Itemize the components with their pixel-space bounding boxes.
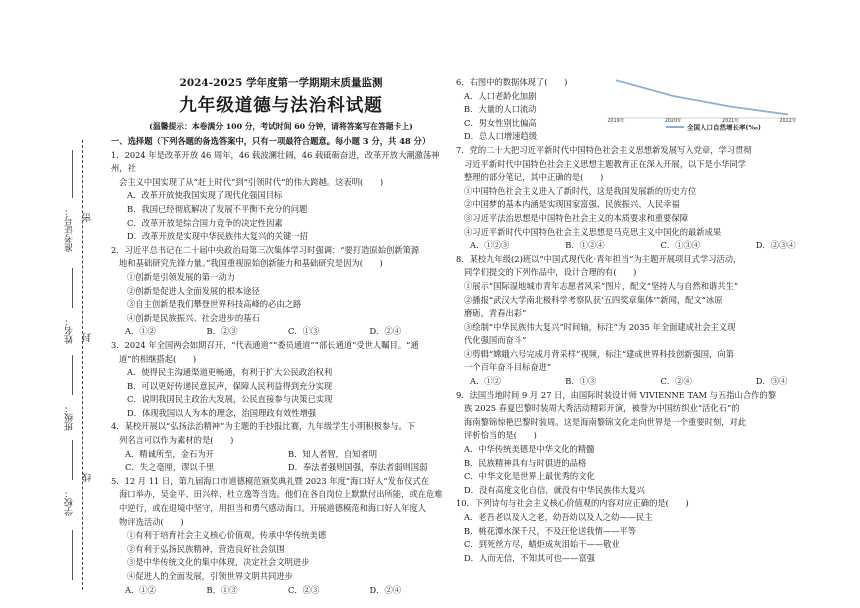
question-line: 道”的相继搭起( ) xyxy=(119,353,197,364)
question-line: ②创新是促进人全面发展的根本途径 xyxy=(127,285,260,296)
question-line: ③是中华传统文化的集中体现，决定社会文明进步 xyxy=(127,557,310,568)
question-line: D．改革开放是实现中华民族伟大复兴的关键一招 xyxy=(127,231,308,242)
question-line: ①有利于培育社会主义核心价值观，传承中华传统美德 xyxy=(127,530,327,541)
question-line: ①展示“国际湿地城市青年志愿者风采”图片，配文“坚持人与自然和谐共生” xyxy=(464,280,739,291)
subject-title: 九年级道德与法治科试题 xyxy=(179,96,383,116)
q8-options xyxy=(456,375,851,389)
q2-option-a: A．①② xyxy=(125,326,156,337)
q7-option-c: C．①③④ xyxy=(660,240,701,251)
question-line: 同学们提交的下列作品中，设计合理的有( ) xyxy=(464,267,637,278)
question-line: B．民族精神具有与时俱进的品格 xyxy=(464,457,587,468)
gutter-mark-mi: 密 xyxy=(84,210,94,225)
question-line: 海口举办，吴金平、田兴梓、杜立逸等当选。他们在各自岗位上默默付出所能，或在危难 xyxy=(119,489,443,500)
question-line: ②中国梦的基本内涵是实现国家富强、民族振兴、人民幸福 xyxy=(464,199,680,210)
exam-notice: (温馨提示：本卷满分 100 分，考试时间 60 分钟，请将答案写在答题卡上) xyxy=(149,122,413,131)
q5-option-c: C．②③ xyxy=(288,584,320,595)
gutter-mark-feng: 封 xyxy=(84,330,94,345)
q4-options-row1 xyxy=(111,448,451,462)
q2-options xyxy=(111,325,451,339)
section-heading: 一、选择题（下列各题的备选答案中，只有一项最符合题意。每小题 3 分，共 48 分） xyxy=(111,136,431,146)
q8-option-a: A．①② xyxy=(470,376,501,387)
question-line: D．人而无信，不知其可也——富强 xyxy=(464,552,596,563)
question-5 xyxy=(111,475,451,584)
q8-option-c: C．②④ xyxy=(660,376,692,387)
question-line: ②播报“武汉大学南北极科学考察队获‘五四奖章集体’”新闻，配文“冰原 xyxy=(464,294,723,305)
question-line: 列名言可以作为素材的是( ) xyxy=(119,435,234,446)
question-line: 会主义中国实现了从“赶上时代”到“引领时代”的伟大跨越。这表明( ) xyxy=(119,176,384,187)
question-line: A．老吾老以及人之老，幼吾幼以及人之幼——民主 xyxy=(464,512,653,522)
question-line: A．中华传统美德是中华文化的精髓 xyxy=(464,444,595,455)
question-line: 3．2024 年全国两会如期召开，“代表通道”“委员通道”“部长通道”受世人瞩目。“通 xyxy=(111,339,419,350)
question-line: 中逆行，或在退境中坚守，用担当和勇气感动海口。开展道德模范和海口好人年度人 xyxy=(119,503,426,514)
gutter-label-class: 班级： xyxy=(66,401,76,434)
question-line: 习近平新时代中国特色社会主义思想主题教育正在深入开展，以下是小华同学 xyxy=(464,158,747,169)
q8-option-d: D．③④ xyxy=(755,376,788,387)
chart-legend-label: 全国人口自然增长率(‰) xyxy=(687,123,761,132)
binding-gutter xyxy=(0,0,100,608)
q2-option-d: D．②④ xyxy=(369,326,402,337)
questions-9-10 xyxy=(456,389,851,566)
gutter-mark-xian: 线 xyxy=(84,470,94,485)
q4-option-c: C．失之毫厘，谬以千里 xyxy=(125,462,215,473)
question-line: ③绘制“中华民族伟大复兴”时间轴，标注“为 2035 年全面建成社会主义现 xyxy=(464,321,736,332)
exam-title: 2024-2025 学年度第一学期期末质量监测 xyxy=(179,77,383,89)
question-line: B．我国已经彻底解决了发展不平衡不充分的问题 xyxy=(127,203,308,214)
q6-option-c: C．男女性别比偏高 xyxy=(464,117,537,128)
question-line: 海南黎锦惊艳巴黎时装周。这是海南黎锦文化走向世界是一个重要时刻，对此 xyxy=(464,416,747,427)
question-line: ③习近平法治思想是中国特色社会主义的本质要求和重要保障 xyxy=(464,212,689,223)
question-line: ②有利于弘扬民族精神，营造良好社会氛围 xyxy=(127,543,285,554)
q4-option-b: B．知人者智，自知者明 xyxy=(288,448,378,459)
question-line: 1．2024 年是改革开放 46 周年，46 载波澜壮阔，46 载砥砺奋进，改革开放大潮激荡神州，社 xyxy=(111,149,440,174)
q5-option-b: B．①③ xyxy=(206,584,238,595)
questions-3-4 xyxy=(111,339,451,448)
question-line: ④习近平新时代中国特色社会主义思想是马克思主义中国化的最新成果 xyxy=(464,226,722,237)
gutter-label-name: 姓名： xyxy=(66,314,76,347)
question-line: B．桃花潭水深千尺，不及汪伦送我情——平等 xyxy=(464,525,637,536)
q7-option-b: B．①②④ xyxy=(565,240,605,251)
question-line: 代化强国而奋斗” xyxy=(464,335,527,346)
question-line: D．体现我国以人为本的理念，治国理政有效性增强 xyxy=(127,407,317,418)
left-column xyxy=(111,76,451,597)
q6-stem: 6．右图中的数据体现了( ) xyxy=(456,77,568,87)
chart-tick-label: 2019年 xyxy=(607,119,625,124)
question-line: ①创新是引领发展的第一动力 xyxy=(127,271,235,282)
q2-option-c: C．①③ xyxy=(288,326,320,337)
question-line: 10．下列诗句与社会主义核心价值观的内容对应正确的是( ) xyxy=(456,498,689,509)
question-line: 磨砺，青春出彩” xyxy=(464,308,527,319)
question-line: C．说明我国民主政治大发展，公民直接参与决策已实现 xyxy=(127,394,333,405)
question-line: 7．党的二十大把习近平新时代中国特色社会主义思想新发展写入党章，学习贯彻 xyxy=(456,144,752,155)
q6-option-d: D．总人口增速趋缓 xyxy=(464,131,538,142)
question-8 xyxy=(456,253,851,375)
question-line: D．没有高度文化自信，就没有中华民族伟大复兴 xyxy=(464,484,645,495)
question-line: 2．习近平总书记在二十届中央政治局第三次集体学习时强调：“要打造原始创新策源 xyxy=(111,244,420,255)
question-line: ④剪辑“嫦娥六号完成月背采样”视频，标注“建成世界科技创新强国，向第 xyxy=(464,348,734,359)
question-line: ④创新是民族振兴、社会进步的基石 xyxy=(127,312,260,323)
q7-option-a: A．①②③ xyxy=(470,240,510,251)
right-column xyxy=(456,76,851,565)
question-line: 5．12 月 11 日，第九届海口市道德模范颁奖典礼暨 2023 年度“海口好人”发布仪式在 xyxy=(111,475,430,486)
q2-option-b: B．②③ xyxy=(206,326,238,337)
question-line: C．改革开放是综合国力竞争的决定性因素 xyxy=(127,217,283,228)
question-line: 一个百年奋斗目标奋进” xyxy=(464,362,552,373)
q5-option-d: D．②④ xyxy=(369,584,402,595)
question-7 xyxy=(456,144,851,239)
q6-option-b: B．大量的人口流动 xyxy=(464,104,537,115)
chart-tick-label: 2020年 xyxy=(664,119,682,124)
q7-option-d: D．②③④ xyxy=(755,240,796,251)
question-line: C．中华文化是世界上最优秀的文化 xyxy=(464,471,595,482)
question-line: 9．法国当地时间 9 月 27 日，由国际时装设计师 VIVIENNE TAM 与五指山合作的黎 xyxy=(456,389,777,400)
question-line: A．使得民主沟通渠道更畅通，有利于扩大公民政治权利 xyxy=(127,367,333,378)
question-line: A．改革开放使我国实现了现代化强国目标 xyxy=(127,190,283,201)
chart-tick-label: 2021年 xyxy=(722,119,740,124)
seal-dashed-line xyxy=(82,140,83,590)
q5-options xyxy=(111,584,451,598)
question-line: 族 2025 春夏巴黎时装周大秀活动精彩开演，被誉为中国纺织业“活化石”的 xyxy=(464,403,740,414)
q8-option-b: B．①③ xyxy=(565,376,597,387)
q5-option-a: A．①② xyxy=(125,584,156,595)
q6-option-a: A．人口老龄化加剧 xyxy=(464,90,537,101)
questions-1-4 xyxy=(111,149,451,326)
question-line: 地和基础研究先锋力量。”我国重视原始创新能力和基础研究是因为( ) xyxy=(119,258,383,269)
q4-option-d: D．奉法者强则国强，奉法者弱则国弱 xyxy=(288,462,428,473)
question-line: 8．某校九年级(2)班以“中国式现代化·青年担当”为主题开展项目式学习活动， xyxy=(456,253,742,264)
question-line: B．可以更好传递民意民声，保障人民利益得到充分实现 xyxy=(127,380,333,391)
question-line: 整理的部分笔记，其中正确的是( ) xyxy=(464,172,604,183)
q7-options xyxy=(456,239,851,253)
question-line: ④促进人的全面发展，引领世界文明共同进步 xyxy=(127,571,293,581)
chart-tick-label: 2022年 xyxy=(779,119,797,124)
gutter-label-school: 学校： xyxy=(66,486,76,519)
question-line: C．到死丝方尽，蜡炬成灰泪始干——敬业 xyxy=(464,539,620,550)
gutter-label-exam-number: 准考证号： xyxy=(66,204,76,255)
question-line: ③自主创新是我们攀登世界科技高峰的必由之路 xyxy=(127,299,302,310)
question-line: ①中国特色社会主义进入了新时代，这是我国发展新的历史方位 xyxy=(464,185,697,196)
question-line: 评析恰当的是( ) xyxy=(464,430,537,441)
question-line: 物评选活动( ) xyxy=(119,516,184,527)
question-line: 4．某校开展以“弘扬法治精神”为主题的手抄报比赛，九年级学生小明积极参与。下 xyxy=(111,421,416,432)
q4-option-a: A．精诚所至，金石为开 xyxy=(125,448,214,459)
q4-options-row2 xyxy=(111,461,451,475)
